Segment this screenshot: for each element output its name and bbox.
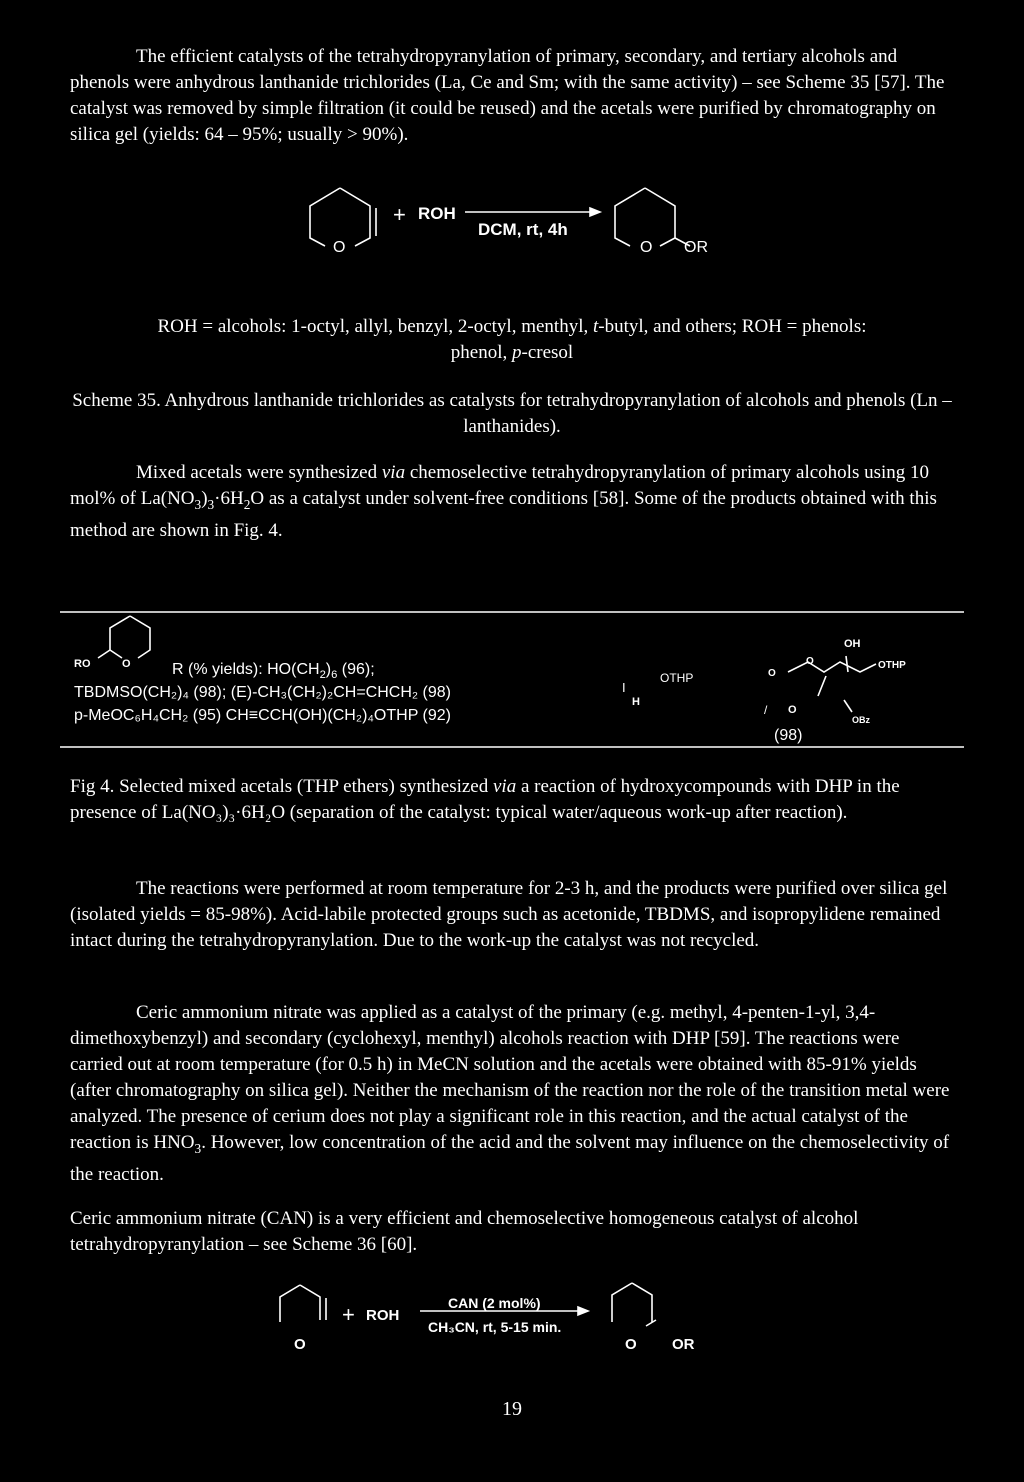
scheme-36-o-right: O — [625, 1336, 637, 1353]
page-number: 19 — [502, 1398, 522, 1420]
scheme-36-dhp-right — [300, 1285, 320, 1320]
scheme-35-conditions: DCM, rt, 4h — [478, 220, 568, 239]
fig4-ro: RO — [74, 658, 91, 670]
scheme-35-o-left: O — [333, 239, 346, 256]
scheme-35-reagent: ROH — [418, 204, 456, 223]
paragraph-2: Mixed acetals were synthesized via chemoselective tetrahydropyranylation of primary alcohols using 10 mol% of $La(NO_3)_3\cdot 6H_2O$ as a catalyst under solvent-free conditions [58]. Some of the products obtained with this method are shown in Fig. 4. — [70, 462, 937, 541]
scheme-35-plus: + — [393, 202, 406, 227]
fig4-line-3: p-MeOC₆H₄CH₂ (95) CH≡CCH(OH)(CH₂)₄OTHP (92) — [74, 707, 451, 724]
scheme-36-thp-left — [612, 1283, 632, 1322]
fig4-o: O — [122, 658, 131, 670]
scheme-36-thp-right — [632, 1283, 652, 1322]
fig4-line-2: TBDMSO(CH₂)₄ (98); (E)-CH₃(CH₂)₂CH=CHCH₂ (98) — [74, 684, 451, 701]
scheme-36-cond-bottom: CH₃CN, rt, 5-15 min. — [428, 1319, 562, 1335]
fig4-struct-o1: O — [768, 668, 776, 679]
fig4-pipe-mid: I — [622, 680, 626, 695]
scheme-36-arrow-head — [578, 1307, 588, 1315]
scheme-36-o-left: O — [294, 1336, 306, 1353]
scheme-36-or-label: OR — [672, 1336, 695, 1353]
fig4-struct-o2: O — [806, 656, 814, 667]
fig4-othp-mid: OTHP — [660, 671, 694, 685]
paragraph-5: Ceric ammonium nitrate (CAN) is a very efficient and chemoselective homogeneous catalyst of alcohol tetrahydropyranylation – see Scheme 36 [60]. — [70, 1208, 859, 1255]
scheme-36-plus: + — [342, 1302, 355, 1327]
fig4-struct-oh: OH — [844, 638, 861, 650]
scheme-35-or-label: OR — [684, 239, 708, 256]
scheme-36-dhp-left — [280, 1285, 300, 1322]
paragraph-4: Ceric ammonium nitrate was applied as a catalyst of the primary (e.g. methyl, 4-penten-1-yl, 3,4-dimethoxybenzyl) and secondary (cyclohexyl, menthyl) alcohols reaction with DHP [59]. The reactions were carried out at room temperature (for 0.5 h) in MeCN solution and the acetals were obtained with 85-91% yields (after chromatography on silica gel). Neither the mechanism of the reaction nor the role of the transition metal were analyzed. The presence of cerium does not play a significant role in this reaction, and the actual catalyst of the reaction is $HNO_3$. However, low concentration of the acid and the solvent may influence on the chemoselectivity of the reaction. — [70, 1002, 950, 1185]
fig4-caption: Fig 4. Selected mixed acetals (THP ethers) synthesized via a reaction of hydroxycompounds with DHP in the presence of La(NO₃)₃·6H₂O (separation of the catalyst: typical water/aqueous work-up after reaction). — [70, 776, 900, 823]
scheme-36-reagent: ROH — [366, 1307, 400, 1324]
scheme-35-legend: ROH = alcohols: 1-octyl, allyl, benzyl, 2-octyl, menthyl, t-butyl, and others; ROH = phenols: phenol, p-cresol — [157, 316, 867, 363]
fig4-h-mid: H — [632, 696, 640, 708]
fig4-struct-tick: / — [764, 703, 768, 717]
scheme-36-cond-top: CAN (2 mol%) — [448, 1295, 541, 1311]
fig4-struct-o3: O — [788, 704, 797, 716]
paragraph-3: The reactions were performed at room temperature for 2-3 h, and the products were purified over silica gel (isolated yields = 85-98%). Acid-labile protected groups such as acetonide, TBDMS, and isopropylidene remained intact during the tetrahydropyranylation. Due to the work-up the catalyst was not recycled. — [70, 878, 948, 951]
scheme-35-caption: Scheme 35. Anhydrous lanthanide trichlorides as catalysts for tetrahydropyranylation of alcohols and phenols (Ln – lanthanides). — [72, 390, 952, 437]
fig4-struct-yield: (98) — [774, 727, 803, 744]
fig4-struct-obz: OBz — [852, 715, 870, 725]
fig4-struct-othp: OTHP — [878, 660, 906, 671]
scheme-35-o-right: O — [640, 239, 653, 256]
fig4-line-1: R (% yields): $HO(CH_2)_6$ (96); — [172, 661, 375, 682]
paragraph-1: The efficient catalysts of the tetrahydropyranylation of primary, secondary, and tertiary alcohols and phenols were anhydrous lanthanide trichlorides (La, Ce and Sm; with the same activity) – see Scheme 35 [57]. The catalyst was removed by simple filtration (it could be reused) and the acetals were purified by chromatography on silica gel (yields: 64 – 95%; usually > 90%). — [70, 46, 945, 145]
scheme-36-or-bond — [646, 1320, 656, 1326]
